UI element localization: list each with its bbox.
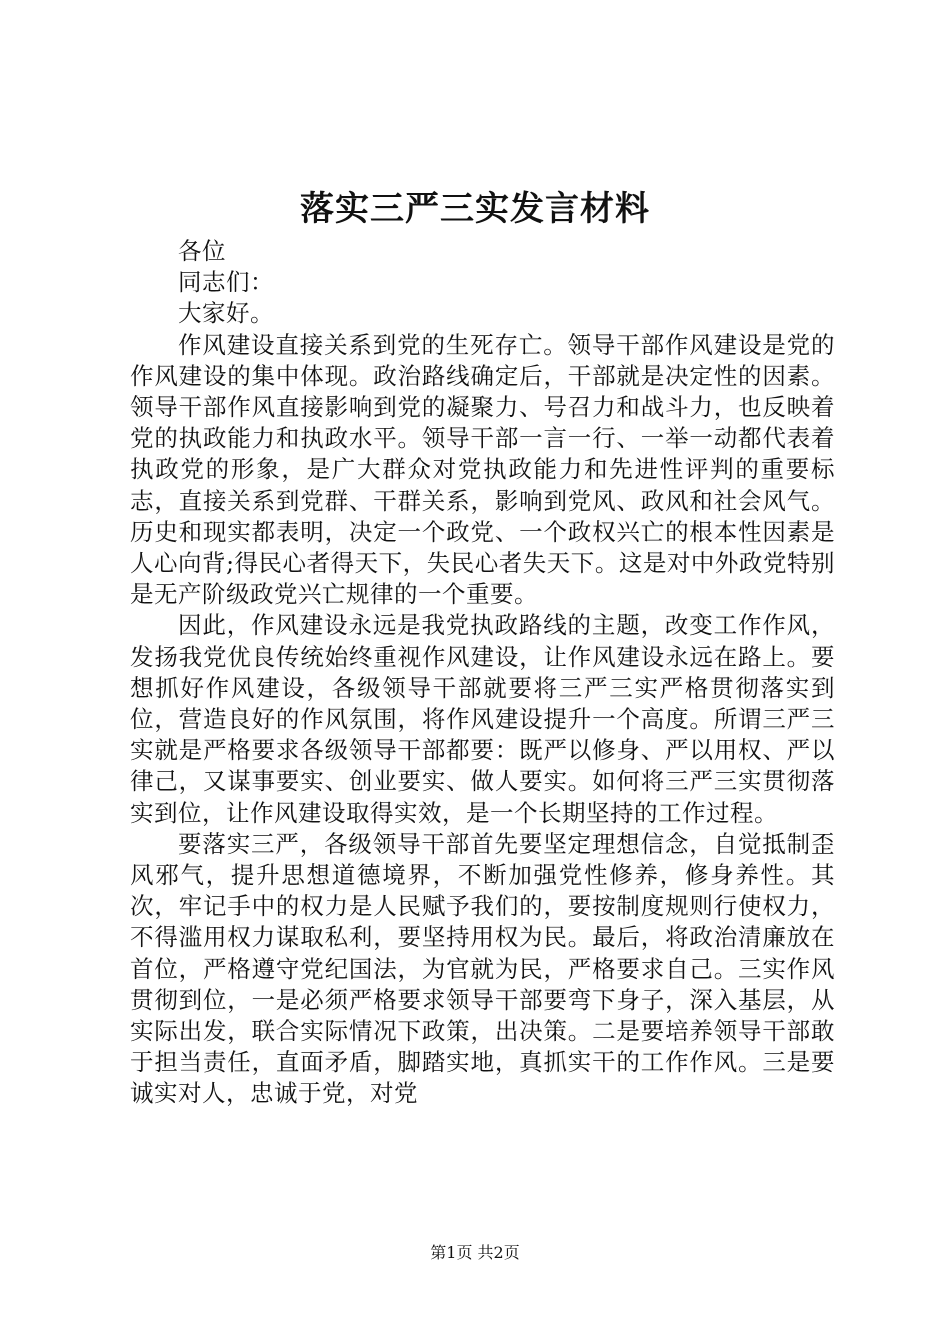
document-body [130, 236, 835, 1110]
body-paragraph: 要落实三严，各级领导干部首先要坚定理想信念，自觉抵制歪风邪气，提升思想道德境界，不断加强党性修养，修身养性。其次，牢记手中的权力是人民赋予我们的，要按制度规则行使权力，不得滥用权力谋取私利，要坚持用权为民。最后，将政治清廉放在首位，严格遵守党纪国法，为官就为民，严格要求自己。三实作风贯彻到位，一是必须严格要求领导干部要弯下身子，深入基层，从实际出发，联合实际情况下政策，出决策。二是要培养领导干部敢于担当责任，直面矛盾，脚踏实地，真抓实干的工作作风。三是要诚实对人，忠诚于党，对党 [130, 829, 835, 1108]
body-paragraph: 因此，作风建设永远是我党执政路线的主题，改变工作作风，发扬我党优良传统始终重视作风建设，让作风建设永远在路上。要想抓好作风建设，各级领导干部就要将三严三实严格贯彻落实到位，营造良好的作风氛围，将作风建设提升一个高度。所谓三严三实就是严格要求各级领导干部都要：既严以修身、严以用权、严以律己，又谋事要实、创业要实、做人要实。如何将三严三实贯彻落实到位，让作风建设取得实效，是一个长期坚持的工作过程。 [130, 611, 835, 827]
greeting-line: 大家好。 [178, 299, 274, 328]
greeting-line: 同志们： [178, 268, 274, 297]
body-paragraph: 作风建设直接关系到党的生死存亡。领导干部作风建设是党的作风建设的集中体现。政治路线确定后，干部就是决定性的因素。领导干部作风直接影响到党的凝聚力、号召力和战斗力，也反映着党的执政能力和执政水平。领导干部一言一行、一举一动都代表着执政党的形象，是广大群众对党执政能力和先进性评判的重要标志，直接关系到党群、干群关系，影响到党风、政风和社会风气。历史和现实都表明，决定一个政党、一个政权兴亡的根本性因素是人心向背;得民心者得天下，失民心者失天下。这是对中外政党特别是无产阶级政党兴亡规律的一个重要。 [130, 330, 835, 609]
greeting-line: 各位 [178, 237, 226, 265]
page-footer: 第1页 共2页 [430, 1243, 520, 1262]
document-title: 落实三严三实发言材料 [300, 189, 650, 229]
